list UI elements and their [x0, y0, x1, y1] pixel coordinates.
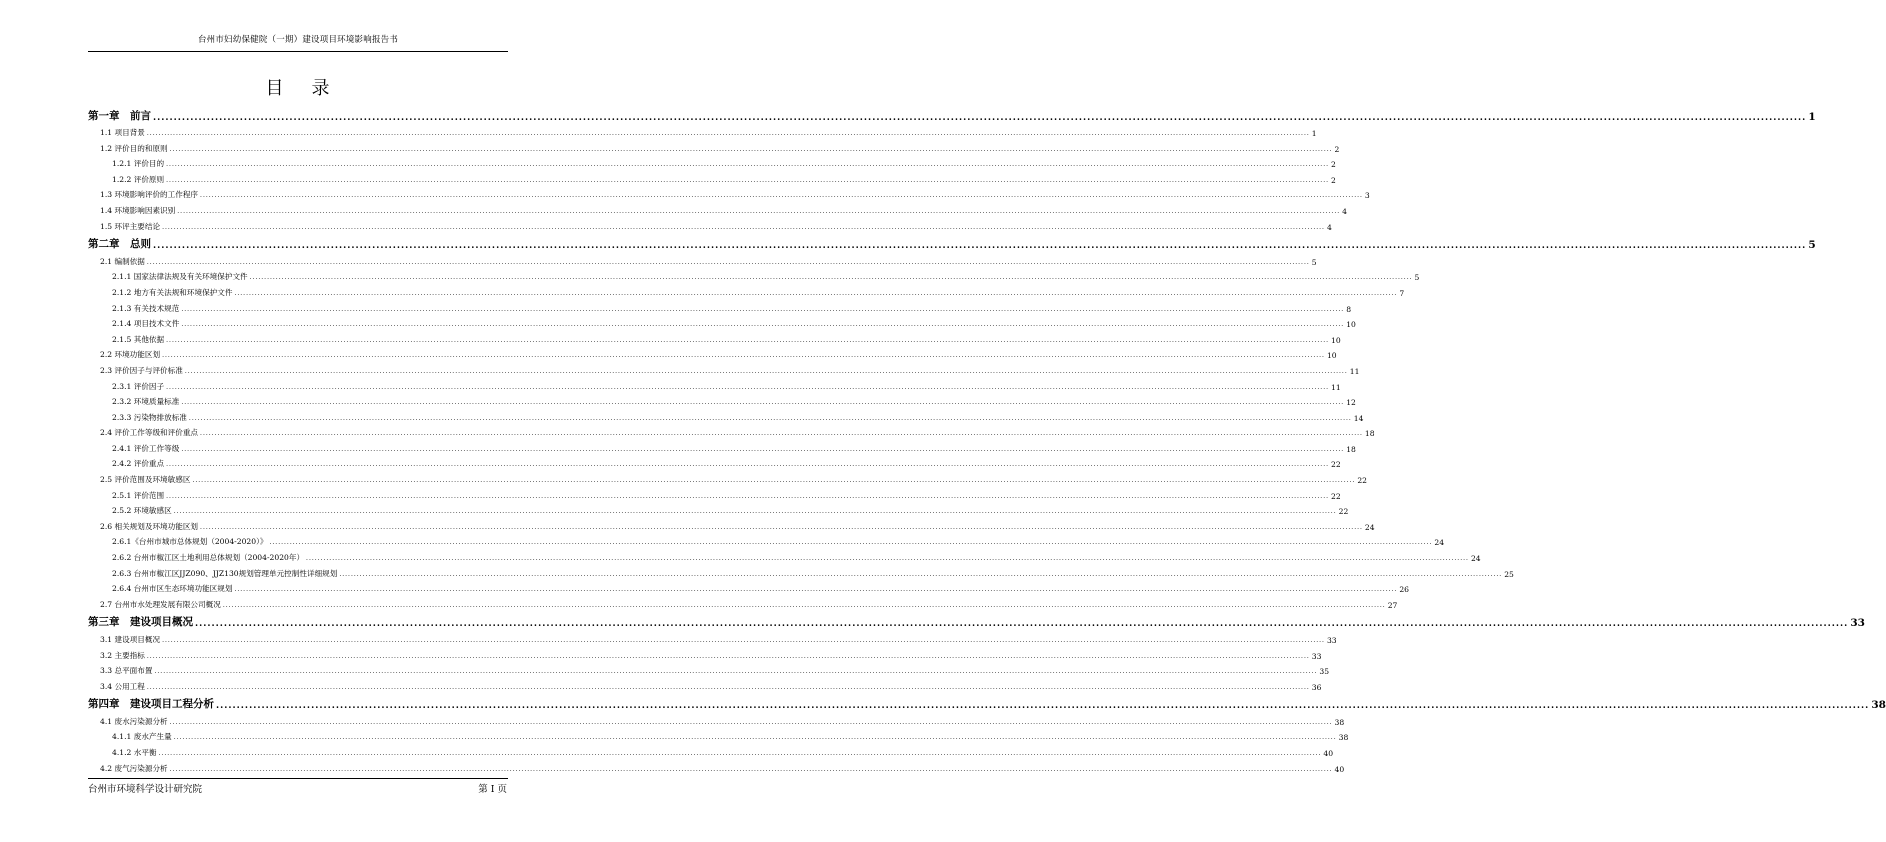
- toc-entry[interactable]: [88, 692, 1886, 712]
- toc-leader-dots: ................................................................................................................................................................................................................................................................................................................................................................................................................: [200, 523, 1363, 531]
- toc-entry[interactable]: [88, 758, 1345, 774]
- toc-entry-label: 2.7 台州市水处理发展有限公司概况: [100, 599, 221, 609]
- toc-leader-dots: ................................................................................................................................................................................................................................................................................................................................................................................................................: [146, 683, 1310, 691]
- toc-entry[interactable]: [88, 645, 1322, 661]
- toc-leader-dots: ................................................................................................................................................................................................................................................................................................................................................................................................................: [153, 241, 1807, 252]
- toc-entry-page: 5: [1311, 257, 1317, 267]
- toc-entry-label: 2.1.2 地方有关法规和环境保护文件: [112, 287, 233, 297]
- toc-entry-label: 2.1.4 项目技术文件: [112, 319, 180, 329]
- toc-entry-page: 36: [1311, 682, 1322, 692]
- toc-entry[interactable]: [88, 298, 1352, 314]
- toc-entry-label: 1.2.2 评价原则: [112, 174, 165, 184]
- toc-leader-dots: ................................................................................................................................................................................................................................................................................................................................................................................................................: [169, 145, 1333, 153]
- toc-leader-dots: ................................................................................................................................................................................................................................................................................................................................................................................................................: [166, 336, 1330, 344]
- toc-entry-page: 2: [1334, 144, 1340, 154]
- toc-entry-page: 38: [1338, 733, 1349, 743]
- toc-entry[interactable]: [88, 501, 1349, 517]
- toc-entry-page: 2: [1331, 175, 1336, 185]
- toc-entry-label: 2.6.1《台州市城市总体规划（2004-2020）》: [112, 537, 268, 547]
- toc-leader-dots: ................................................................................................................................................................................................................................................................................................................................................................................................................: [181, 399, 1345, 407]
- toc-entry[interactable]: [88, 282, 1405, 298]
- toc-entry[interactable]: [88, 547, 1481, 564]
- toc-leader-dots: ................................................................................................................................................................................................................................................................................................................................................................................................................: [162, 352, 1325, 360]
- toc-entry[interactable]: [88, 267, 1420, 283]
- toc-leader-dots: ................................................................................................................................................................................................................................................................................................................................................................................................................: [146, 130, 1310, 138]
- toc-entry-label: 4.2 废气污染源分析: [100, 763, 168, 773]
- toc-entry[interactable]: [88, 711, 1345, 727]
- toc-entry-page: 10: [1326, 351, 1337, 361]
- toc-entry-page: 11: [1331, 382, 1341, 392]
- toc-entry-label: 第三章 建设项目概况: [88, 616, 193, 629]
- toc-leader-dots: ................................................................................................................................................................................................................................................................................................................................................................................................................: [153, 112, 1807, 123]
- toc-entry-page: 7: [1399, 288, 1405, 298]
- toc-leader-dots: ................................................................................................................................................................................................................................................................................................................................................................................................................: [162, 223, 1325, 231]
- toc-entry-label: 2.4.2 评价重点: [112, 459, 165, 469]
- toc-entry[interactable]: [88, 469, 1367, 486]
- toc-entry-label: 2.3 评价因子与评价标准: [100, 365, 183, 375]
- toc-entry-page: 11: [1349, 366, 1360, 376]
- toc-leader-dots: ................................................................................................................................................................................................................................................................................................................................................................................................................: [166, 383, 1330, 391]
- toc-leader-dots: ................................................................................................................................................................................................................................................................................................................................................................................................................: [177, 208, 1341, 216]
- toc-entry-page: 4: [1326, 222, 1332, 232]
- toc-entry-page: 22: [1357, 476, 1367, 486]
- toc-entry-label: 2.3.2 环境质量标准: [112, 397, 180, 407]
- toc-entry-label: 3.4 公用工程: [100, 681, 145, 691]
- toc-entry[interactable]: [88, 423, 1375, 439]
- toc-entry-label: 2.3.3 污染物排放标准: [112, 412, 187, 422]
- toc-entry-label: 1.1 项目背景: [100, 128, 145, 138]
- toc-entry-label: 2.1 编制依据: [100, 256, 145, 266]
- running-header: 台州市妇幼保健院（一期）建设项目环境影响报告书: [197, 35, 399, 45]
- toc-leader-dots: ................................................................................................................................................................................................................................................................................................................................................................................................................: [249, 274, 1413, 282]
- toc-entry-label: 2.2 环境功能区划: [100, 350, 161, 360]
- toc-entry-label: 4.1 废水污染源分析: [100, 716, 168, 726]
- toc-entry-page: 26: [1399, 585, 1410, 595]
- toc-leader-dots: ................................................................................................................................................................................................................................................................................................................................................................................................................: [339, 570, 1503, 578]
- toc-entry-label: 1.2 评价目的和原则: [100, 143, 168, 153]
- toc-leader-dots: ................................................................................................................................................................................................................................................................................................................................................................................................................: [181, 321, 1345, 329]
- toc-leader-dots: ................................................................................................................................................................................................................................................................................................................................................................................................................: [200, 430, 1363, 438]
- toc-leader-dots: ................................................................................................................................................................................................................................................................................................................................................................................................................: [222, 601, 1386, 609]
- toc-entry-page: 18: [1346, 444, 1356, 454]
- toc-leader-dots: ................................................................................................................................................................................................................................................................................................................................................................................................................: [181, 445, 1345, 453]
- toc-entry-page: 22: [1331, 491, 1341, 501]
- toc-entry[interactable]: [88, 360, 1360, 376]
- toc-entry[interactable]: [88, 742, 1334, 758]
- toc-entry-page: 22: [1331, 460, 1341, 470]
- toc-entry-page: 22: [1338, 507, 1349, 517]
- toc-entry-label: 2.1.5 其他依据: [112, 334, 165, 344]
- toc-leader-dots: ................................................................................................................................................................................................................................................................................................................................................................................................................: [166, 161, 1330, 169]
- toc-entry[interactable]: [88, 610, 1865, 630]
- toc-entry[interactable]: [88, 123, 1317, 139]
- toc-leader-dots: ................................................................................................................................................................................................................................................................................................................................................................................................................: [200, 192, 1363, 200]
- toc-entry-label: 2.3.1 评价因子: [112, 381, 165, 391]
- toc-entry[interactable]: [88, 516, 1375, 532]
- toc-leader-dots: ................................................................................................................................................................................................................................................................................................................................................................................................................: [162, 636, 1325, 644]
- toc-leader-dots: ................................................................................................................................................................................................................................................................................................................................................................................................................: [181, 305, 1345, 313]
- toc-entry-page: 24: [1470, 554, 1481, 564]
- toc-entry-label: 2.1.1 国家法律法规及有关环境保护文件: [112, 272, 248, 282]
- toc-entry[interactable]: [88, 485, 1341, 501]
- toc-entry-label: 2.6.4 台州市区生态环境功能区规划: [112, 584, 233, 594]
- toc-entry[interactable]: [88, 579, 1410, 595]
- toc-entry[interactable]: [88, 438, 1356, 454]
- toc-entry-label: 2.1.3 有关技术规范: [112, 303, 180, 313]
- toc-entry[interactable]: [88, 185, 1370, 201]
- toc-entry-label: 3.3 总平面布置: [100, 666, 153, 676]
- toc-entry-page: 40: [1334, 764, 1345, 774]
- toc-entry[interactable]: [88, 216, 1332, 232]
- footer-page-number: 第 I 页: [478, 784, 507, 795]
- toc-entry-label: 3.2 主要指标: [100, 650, 145, 660]
- toc-entry[interactable]: [88, 376, 1341, 392]
- toc-entry[interactable]: [88, 169, 1336, 185]
- toc-entry-page: 5: [1414, 273, 1420, 283]
- toc-leader-dots: ................................................................................................................................................................................................................................................................................................................................................................................................................: [184, 367, 1348, 375]
- toc-entry-page: 38: [1871, 699, 1886, 712]
- toc-entry-label: 2.6.3 台州市椒江区JJZ090、JJZ130规划管理单元控制性详细规划: [112, 568, 338, 578]
- toc-entry-label: 4.1.2 水平衡: [112, 747, 157, 757]
- toc-entry-label: 1.5 环评主要结论: [100, 221, 161, 231]
- toc-entry-page: 27: [1387, 600, 1398, 610]
- toc-entry-page: 1: [1808, 110, 1816, 123]
- toc-entry[interactable]: [88, 676, 1322, 692]
- toc-leader-dots: ................................................................................................................................................................................................................................................................................................................................................................................................................: [234, 586, 1398, 594]
- toc-leader-dots: ................................................................................................................................................................................................................................................................................................................................................................................................................: [195, 619, 1849, 630]
- toc-leader-dots: ................................................................................................................................................................................................................................................................................................................................................................................................................: [306, 555, 1469, 563]
- toc-entry-label: 2.6 相关规划及环境功能区划: [100, 521, 199, 531]
- toc-entry-page: 35: [1319, 667, 1330, 677]
- toc-entry-label: 4.1.1 废水产生量: [112, 732, 172, 742]
- footer-organization: 台州市环境科学设计研究院: [88, 784, 203, 795]
- toc-leader-dots: ................................................................................................................................................................................................................................................................................................................................................................................................................: [166, 492, 1330, 500]
- toc-leader-dots: ................................................................................................................................................................................................................................................................................................................................................................................................................: [146, 258, 1310, 266]
- toc-entry[interactable]: [88, 251, 1317, 267]
- toc-entry-label: 2.5 评价范围及环境敏感区: [100, 475, 191, 485]
- toc-entry-label: 2.5.1 评价范围: [112, 490, 165, 500]
- header-rule: [88, 51, 508, 52]
- toc-entry[interactable]: [88, 392, 1356, 408]
- toc-entry-label: 第四章 建设项目工程分析: [88, 698, 214, 711]
- toc-entry-page: 10: [1331, 335, 1341, 345]
- toc-entry[interactable]: [88, 345, 1337, 361]
- toc-entry[interactable]: [88, 594, 1398, 610]
- toc-entry-label: 2.4 评价工作等级和评价重点: [100, 428, 199, 438]
- toc-entry-page: 8: [1346, 304, 1352, 314]
- toc-leader-dots: ................................................................................................................................................................................................................................................................................................................................................................................................................: [154, 668, 1318, 676]
- toc-entry[interactable]: [88, 154, 1336, 170]
- toc-entry-page: 40: [1323, 748, 1334, 758]
- toc-entry-label: 1.4 环境影响因素识别: [100, 206, 176, 216]
- toc-entry-page: 38: [1334, 717, 1345, 727]
- toc-entry-page: 3: [1364, 191, 1370, 201]
- toc-leader-dots: ................................................................................................................................................................................................................................................................................................................................................................................................................: [173, 508, 1337, 516]
- toc-leader-dots: ................................................................................................................................................................................................................................................................................................................................................................................................................: [234, 289, 1398, 297]
- toc-entry[interactable]: [88, 200, 1347, 217]
- toc-entry[interactable]: [88, 407, 1364, 423]
- toc-entry-label: 1.2.1 评价目的: [112, 159, 165, 169]
- toc-leader-dots: ................................................................................................................................................................................................................................................................................................................................................................................................................: [166, 461, 1330, 469]
- toc-entry[interactable]: [88, 563, 1514, 579]
- toc-entry[interactable]: [88, 532, 1445, 548]
- toc-leader-dots: ................................................................................................................................................................................................................................................................................................................................................................................................................: [192, 477, 1356, 485]
- toc-entry-page: 33: [1850, 617, 1865, 630]
- toc-leader-dots: ................................................................................................................................................................................................................................................................................................................................................................................................................: [158, 749, 1322, 757]
- toc-entry[interactable]: [88, 454, 1341, 470]
- toc-entry-label: 2.5.2 环境敏感区: [112, 506, 172, 516]
- toc-entry[interactable]: [88, 103, 1816, 123]
- toc-entry-page: 24: [1434, 538, 1445, 548]
- toc-entry[interactable]: [88, 629, 1337, 645]
- toc-leader-dots: ................................................................................................................................................................................................................................................................................................................................................................................................................: [169, 765, 1333, 773]
- toc-entry-page: 10: [1346, 320, 1356, 330]
- toc-entry-page: 2: [1331, 160, 1336, 170]
- toc-entry-page: 12: [1346, 398, 1356, 408]
- toc-entry-page: 5: [1808, 239, 1816, 252]
- toc-entry-page: 4: [1342, 207, 1347, 217]
- toc-entry[interactable]: [88, 314, 1356, 330]
- toc-leader-dots: ................................................................................................................................................................................................................................................................................................................................................................................................................: [269, 539, 1433, 547]
- toc-entry-label: 第二章 总则: [88, 238, 151, 251]
- toc-entry-page: 1: [1311, 129, 1317, 139]
- toc-entry-label: 第一章 前言: [88, 109, 151, 122]
- toc-entry-page: 18: [1364, 429, 1375, 439]
- toc-title: 目录: [265, 78, 358, 99]
- toc-leader-dots: ................................................................................................................................................................................................................................................................................................................................................................................................................: [188, 414, 1352, 422]
- toc-entry[interactable]: [88, 329, 1341, 345]
- toc-entry-page: 33: [1311, 651, 1322, 661]
- toc-entry[interactable]: [88, 661, 1330, 677]
- toc-leader-dots: ................................................................................................................................................................................................................................................................................................................................................................................................................: [173, 734, 1337, 742]
- toc-entry-page: 25: [1504, 569, 1514, 579]
- toc-entry-label: 3.1 建设项目概况: [100, 634, 161, 644]
- toc-entry-label: 2.6.2 台州市椒江区土地利用总体规划（2004-2020年）: [112, 553, 305, 563]
- toc-entry[interactable]: [88, 138, 1340, 154]
- toc-leader-dots: ................................................................................................................................................................................................................................................................................................................................................................................................................: [166, 176, 1330, 184]
- toc-entry-label: 2.4.1 评价工作等级: [112, 443, 180, 453]
- toc-leader-dots: ................................................................................................................................................................................................................................................................................................................................................................................................................: [169, 718, 1333, 726]
- toc-entry-label: 1.3 环境影响评价的工作程序: [100, 190, 199, 200]
- toc-entry[interactable]: [88, 232, 1816, 252]
- toc-entry-page: 33: [1326, 635, 1337, 645]
- toc-entry-page: 14: [1353, 413, 1364, 423]
- toc-leader-dots: ................................................................................................................................................................................................................................................................................................................................................................................................................: [146, 652, 1310, 660]
- toc-entry-page: 24: [1364, 522, 1375, 532]
- toc-entry[interactable]: [88, 727, 1349, 743]
- table-of-contents: [88, 103, 1886, 774]
- footer-rule: [88, 778, 508, 779]
- toc-leader-dots: ................................................................................................................................................................................................................................................................................................................................................................................................................: [216, 701, 1870, 712]
